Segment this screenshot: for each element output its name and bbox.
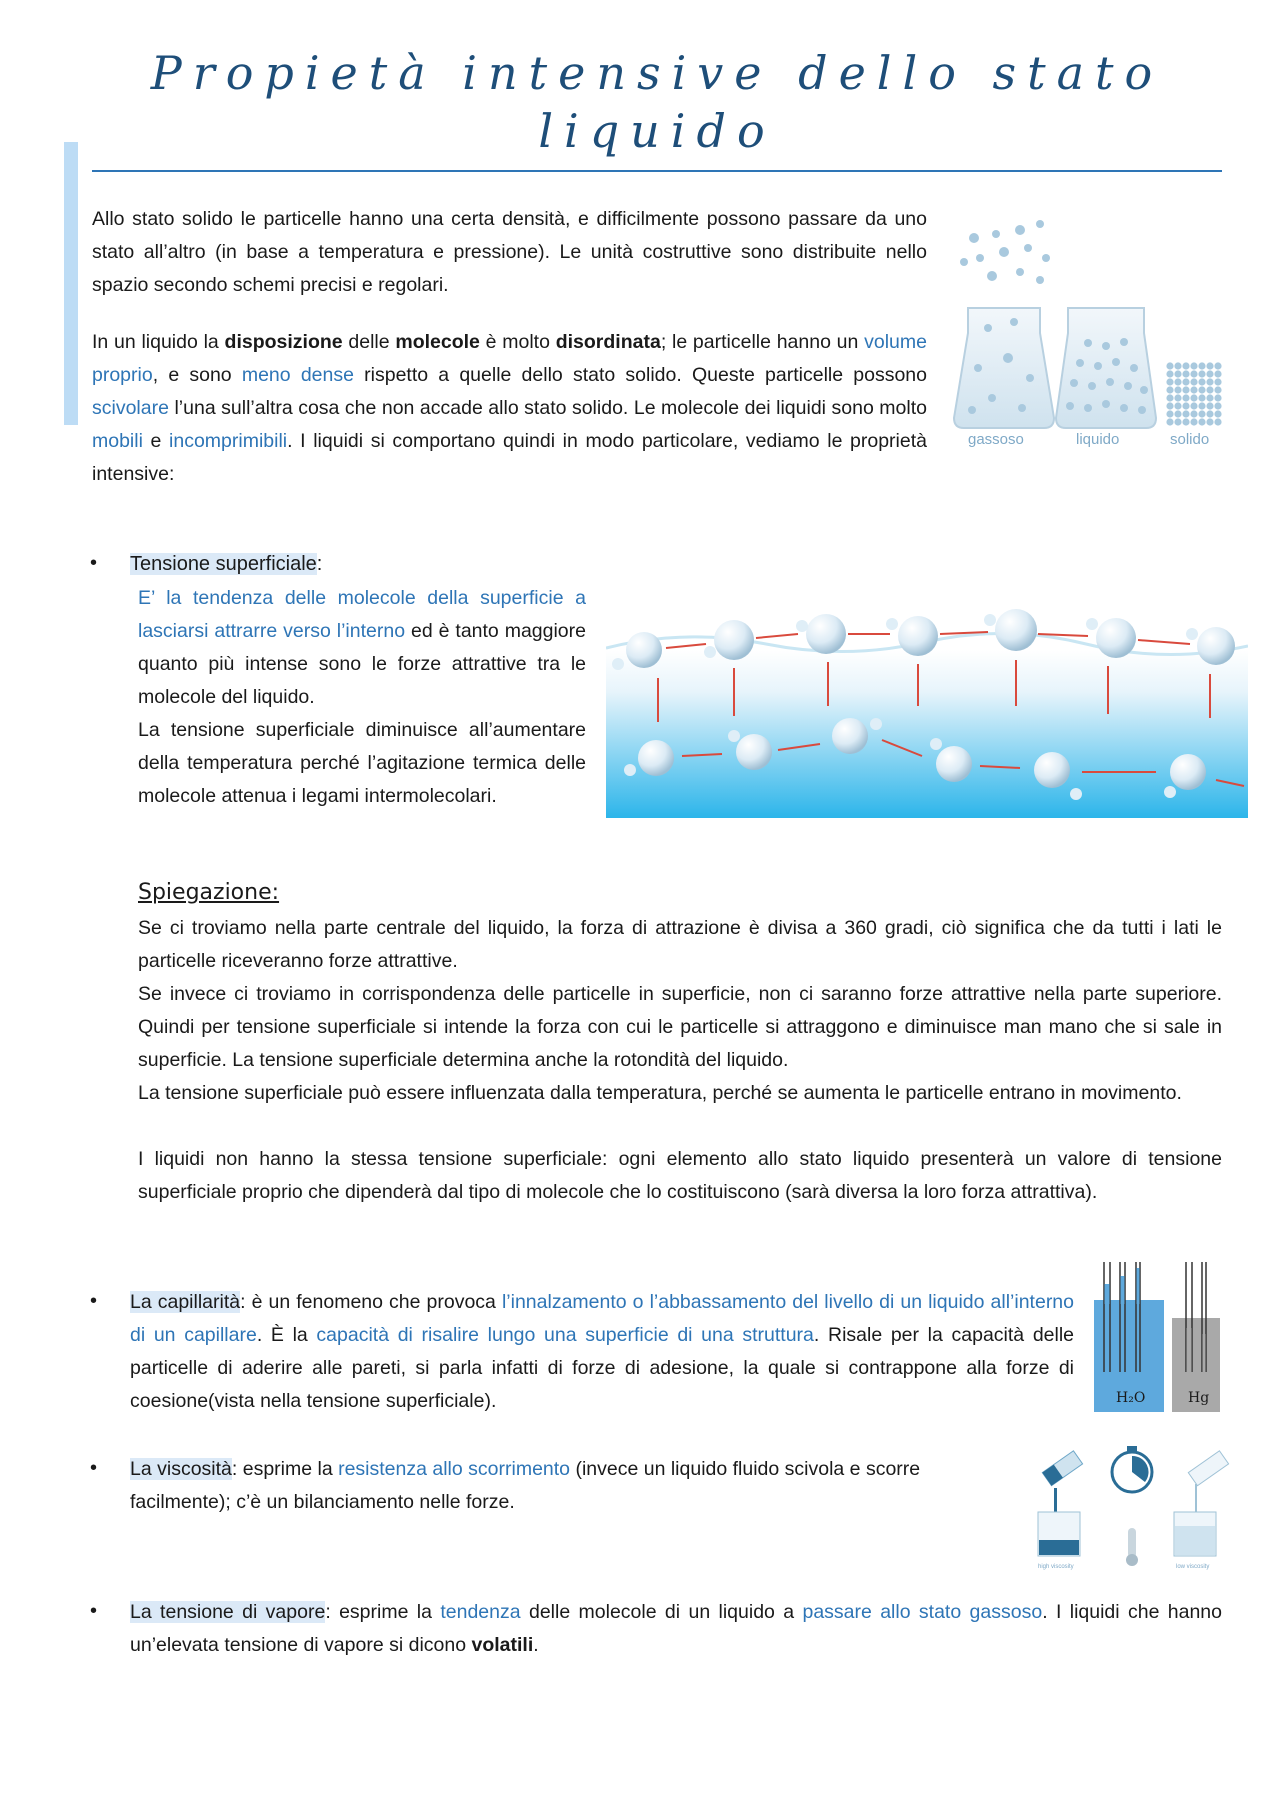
viscosity-paragraph: La viscosità: esprime la resistenza allo scorrimento (invece un liquido fluido scivola e scorre facilmente); c’è un bilanciamento nelle forze. <box>130 1458 921 1513</box>
bullet-tension: • <box>90 552 98 574</box>
bullet-viscosity: • <box>90 1457 98 1479</box>
capillarity-paragraph: La capillarità: è un fenomeno che provoca l’innalzamento o l’abbassamento del livello di un liquido all’interno di un capillare. È la capacità di risalire lungo una superficie di una struttura. Risale per la capacità delle particelle di aderire alle pareti, si parla infatti di forze di adesione, la quale si contrappone alla forze di coesione(vista nella tensione superficiale). <box>130 1291 1075 1412</box>
viscosity-heading: La viscosità <box>130 1458 232 1480</box>
explanation-paragraph-2: Se invece ci troviamo in corrispondenza delle particelle in superficie, non ci saranno forze attrattive nella parte superiore. Quindi per tensione superficiale si intende la forza con cui le particelle si attraggono e diminuisce man mano che si sale in superficie. La tensione superficiale determina anche la rotondità del liquido. <box>138 983 1222 1071</box>
bullet-vapor: • <box>90 1600 98 1622</box>
intro-paragraph-1: Allo stato solido le particelle hanno una certa densità, e difficilmente possono passare da uno stato all’altro (in base a temperatura e pressione). Le unità costruttive sono distribuite nello spazio secondo schemi precisi e regolari. <box>92 208 927 296</box>
capillarity-figure <box>1092 1262 1222 1414</box>
capillarity-heading: La capillarità <box>130 1291 241 1313</box>
tension-temperature: La tensione superficiale diminuisce all’aumentare della temperatura perché l’agitazione termica delle molecole attenua i legami intermolecolari. <box>138 719 586 807</box>
label-gassoso: gassoso <box>968 431 1024 448</box>
tension-heading: Tensione superficiale <box>130 553 317 575</box>
tension-definition: E’ la tendenza delle molecole della superficie a lasciarsi attrarre verso l’interno ed è tanto maggiore quanto più intense sono le forze attrattive tra le molecole del liquido. <box>138 587 586 708</box>
tension-heading-line: Tensione superficiale: <box>130 553 323 575</box>
explanation-heading: Spiegazione: <box>138 880 280 905</box>
explanation-paragraph-3: La tensione superficiale può essere influenzata dalla temperatura, perché se aumenta le particelle entrano in movimento. <box>138 1082 1182 1104</box>
label-hg: Hg <box>1188 1390 1210 1406</box>
explanation-paragraph-4: I liquidi non hanno la stessa tensione superficiale: ogni elemento allo stato liquido presenterà un valore di tensione superficiale proprio che dipenderà dal tipo di molecole che lo costituiscono (sarà diversa la loro forza attrattiva). <box>138 1148 1222 1203</box>
explanation-paragraph-1: Se ci troviamo nella parte centrale del liquido, la forza di attrazione è divisa a 360 gradi, ciò significa che da tutti i lati le particelle riceveranno forze attrattive. <box>138 917 1222 972</box>
states-of-matter-figure <box>948 218 1228 458</box>
label-liquido: liquido <box>1076 431 1120 448</box>
bullet-capillarity: • <box>90 1290 98 1312</box>
intro-paragraph-2: In un liquido la disposizione delle molecole è molto disordinata; le particelle hanno un volume proprio, e sono meno dense rispetto a quelle dello stato solido. Queste particelle possono scivolare l’una sull’altra cosa che non accade allo stato solido. Le molecole dei liquidi sono molto mobili e incomprimibili. I liquidi si comportano quindi in modo particolare, vediamo le proprietà intensive: <box>92 331 928 485</box>
viscosity-figure <box>1030 1444 1230 1572</box>
vapor-heading: La tensione di vapore <box>130 1601 326 1623</box>
surface-tension-figure <box>606 606 1248 818</box>
label-high-viscosity: high viscosity <box>1038 1564 1074 1570</box>
page-title: Propietà intensive dello stato liquido <box>150 46 1164 158</box>
title-underline <box>92 170 1222 172</box>
vapor-paragraph: La tensione di vapore: esprime la tendenza delle molecole di un liquido a passare allo stato gassoso. I liquidi che hanno un’elevata tensione di vapore si dicono volatili. <box>130 1601 1222 1656</box>
label-h2o: H₂O <box>1116 1390 1146 1406</box>
label-low-viscosity: low viscosity <box>1176 1564 1210 1570</box>
label-solido: solido <box>1170 431 1210 448</box>
sidebar-accent <box>64 142 78 425</box>
